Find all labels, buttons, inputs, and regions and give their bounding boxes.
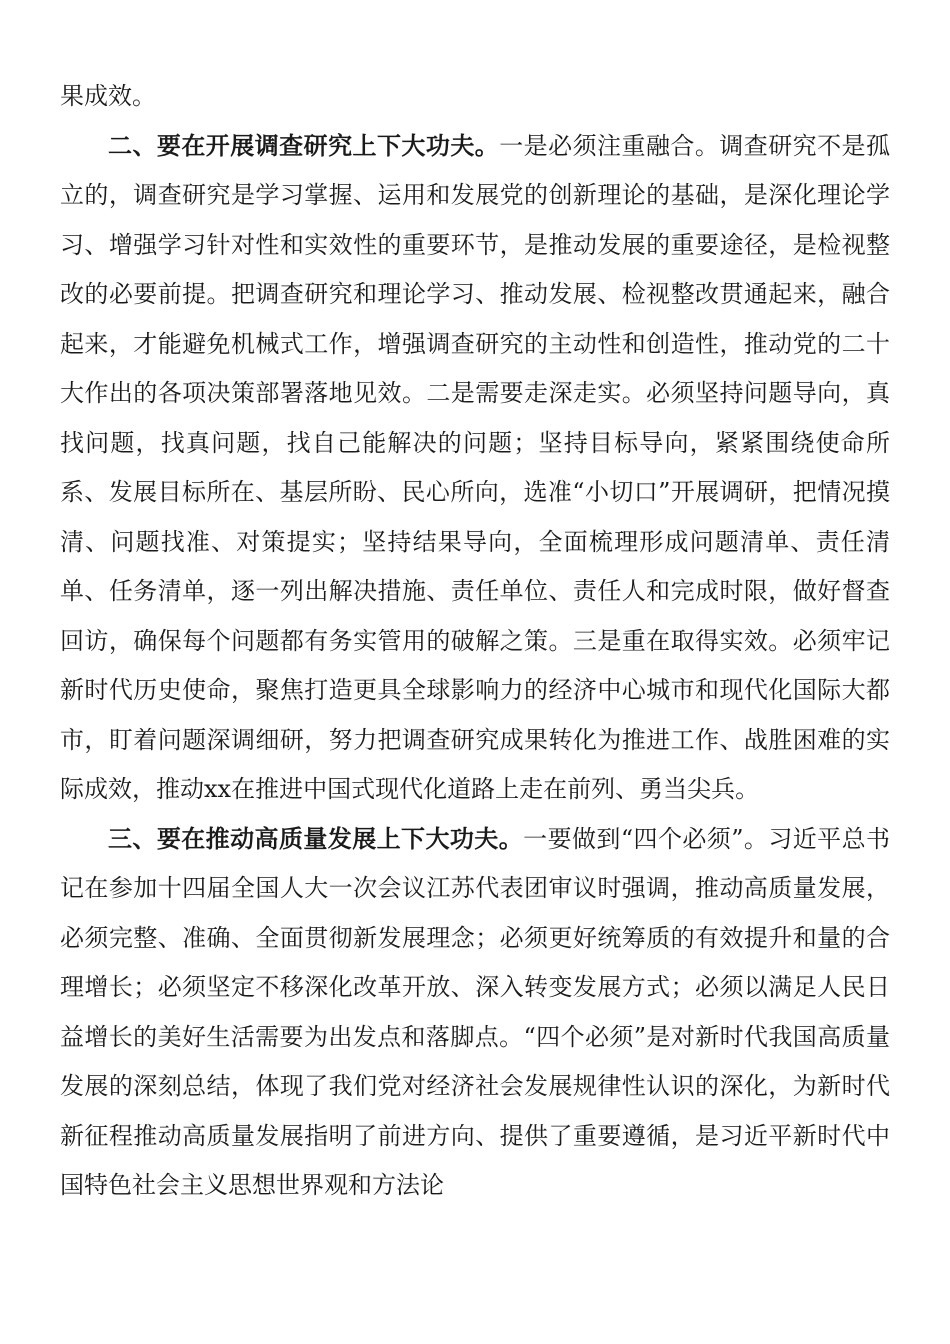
paragraph-section-two: [60, 122, 890, 815]
paragraph-body: 一是必须注重融合。调查研究不是孤立的，调查研究是学习掌握、运用和发展党的创新理论的基础，是深化理论学习、增强学习针对性和实效性的重要环节，是推动发展的重要途径，是检视整改的必要前提。把调查研究和理论学习、推动发展、检视整改贯通起来，融合起来，才能避免机械式工作，增强调查研究的主动性和创造性，推动党的二十大作出的各项决策部署落地见效。二是需要走深走实。必须坚持问题导向，真找问题，找真问题，找自己能解决的问题；坚持目标导向，紧紧围绕使命所系、发展目标所在、基层所盼、民心所向，选准“小切口”开展调研，把情况摸清、问题找准、对策提实；坚持结果导向，全面梳理形成问题清单、责任清单、任务清单，逐一列出解决措施、责任单位、责任人和完成时限，做好督查回访，确保每个问题都有务实管用的破解之策。三是重在取得实效。必须牢记新时代历史使命，聚焦打造更具全球影响力的经济中心城市和现代化国际大都市，盯着问题深调细研，努力把调查研究成果转化为推进工作、战胜困难的实际成效，推动xx在推进中国式现代化道路上走在前列、勇当尖兵。: [60, 131, 891, 803]
section-heading: 三、要在推动高质量发展上下大功夫。: [108, 824, 524, 853]
section-heading: 二、要在开展调查研究上下大功夫。: [108, 131, 500, 160]
paragraph-body: 果成效。: [60, 82, 156, 110]
paragraph-body: 一要做到“四个必须”。习近平总书记在参加十四届全国人大一次会议江苏代表团审议时强调，推动高质量发展，必须完整、准确、全面贯彻新发展理念；必须更好统筹质的有效提升和量的合理增长；必须坚定不移深化改革开放、深入转变发展方式；必须以满足人民日益增长的美好生活需要为出发点和落脚点。“四个必须”是对新时代我国高质量发展的深刻总结，体现了我们党对经济社会发展规律性认识的深化，为新时代新征程推动高质量发展指明了前进方向、提供了重要遵循，是习近平新时代中国特色社会主义思想世界观和方法论: [60, 824, 891, 1199]
paragraph-continuation: [60, 72, 890, 122]
document-body: [60, 72, 890, 1211]
paragraph-section-three: [60, 815, 890, 1211]
